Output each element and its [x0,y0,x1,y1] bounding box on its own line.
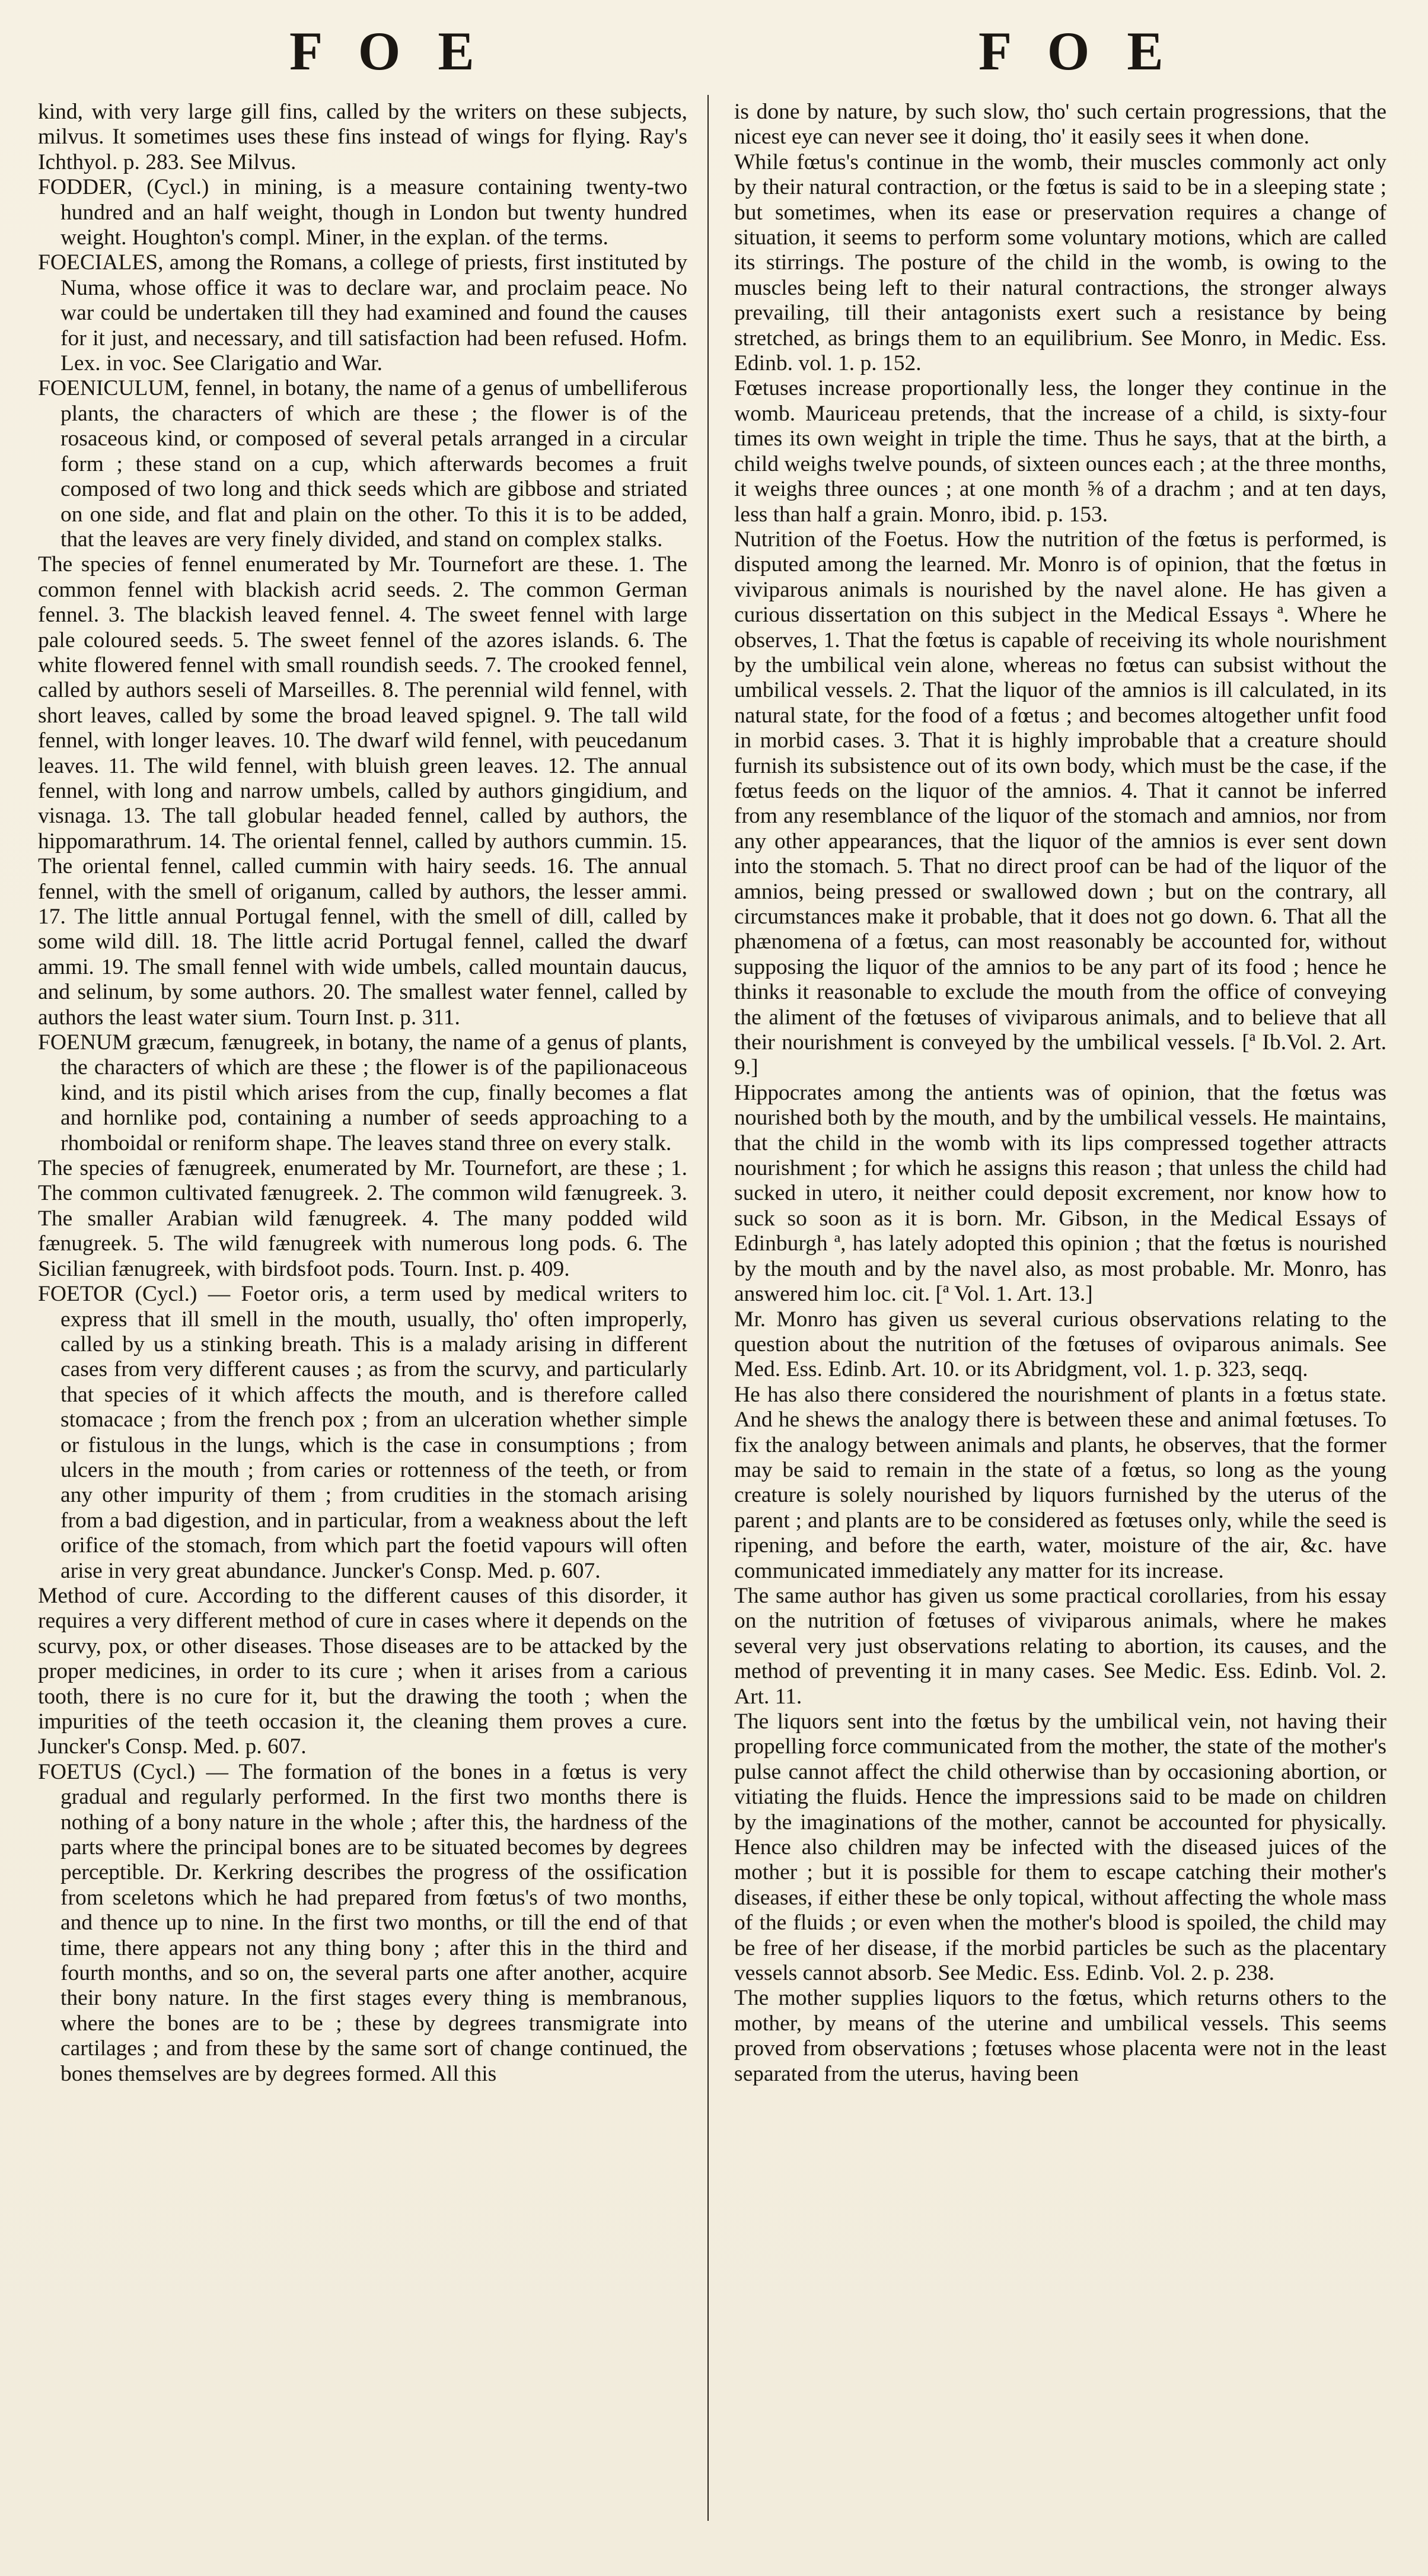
paragraph-continuation: kind, with very large gill fins, called by the writers on these subjects, milvus. It sometimes uses these fins instead of wings for flying. Ray's Ichthyol. p. 283. See Milvus. [38,100,687,174]
paragraph-fennel-species: The species of fennel enumerated by Mr. Tournefort are these. 1. The common fennel with blackish acrid seeds. 2. The common German fennel. 3. The blackish leaved fennel. 4. The sweet fennel with large pale coloured seeds. 5. The sweet fennel of the azores islands. 6. The white flowered fennel with small roundish seeds. 7. The crooked fennel, called by authors seseli of Marseilles. 8. The perennial wild fennel, with short leaves, called by some the broad leaved spignel. 9. The tall wild fennel, with longer leaves. 10. The dwarf wild fennel, with peucedanum leaves. 11. The wild fennel, with bluish green leaves. 12. The annual fennel, with long and narrow umbels, called by authors gingidium, and visnaga. 13. The tall globular headed fennel, called by authors, the hippomarathrum. 14. The oriental fennel, called by authors cummin. 15. The oriental fennel, called cummin with hairy seeds. 16. The annual fennel, with the smell of origanum, called by authors, the lesser ammi. 17. The little annual Portugal fennel, with the smell of dill, called by some wild dill. 18. The little acrid Portugal fennel, called the dwarf ammi. 19. The small fennel with wide umbels, called mountain daucus, and selinum, by some authors. 20. The smallest water fennel, called by authors the least water sium. Tourn Inst. p. 311. [38,552,687,1030]
entry-fodder: FODDER, (Cycl.) in mining, is a measure containing twenty-two hundred and an half weight, though in London but twenty hundred weight. Houghton's compl. Miner, in the explan. of the terms. [38,175,687,250]
paragraph-method-of-cure: Method of cure. According to the different causes of this disorder, it requires a very different method of cure in cases where it depends on the scurvy, pox, or other diseases. Those diseases are to be attacked by the proper medicines, in order to its cure ; when it arises from a carious tooth, there is no cure for it, but the drawing the tooth ; when the impurities of the teeth occasion it, the cleaning them proves a cure. Juncker's Consp. Med. p. 607. [38,1583,687,1759]
paragraph-fenugreek-species: The species of fænugreek, enumerated by Mr. Tournefort, are these ; 1. The common cultivated fænugreek. 2. The common wild fænugreek. 3. The smaller Arabian wild fænugreek. 4. The many podded wild fænugreek. 5. The wild fænugreek with numerous long pods. 6. The Sicilian fænugreek, with birdsfoot pods. Tourn. Inst. p. 409. [38,1156,687,1281]
paragraph-mother-supplies: The mother supplies liquors to the fœtus, which returns others to the mother, by means of the uterine and umbilical vessels. This seems proved from observations ; fœtuses whose placenta were not in the least separated from the uterus, having been [734,1986,1386,2086]
running-head-left: F O E [289,21,486,81]
column-divider [707,95,709,2521]
entry-foetus: FOETUS (Cycl.) — The formation of the bones in a fœtus is very gradual and regularly performed. In the first two months there is nothing of a bony nature in the whole ; after this, the hardness of the parts where the principal bones are to be situated becomes by degrees perceptible. Dr. Kerkring describes the progress of the ossification from sceletons which he had prepared from fœtus's of two months, and thence up to nine. In the first two months, or till the end of that time, there appears not any thing bony ; after this in the third and fourth months, and so on, the several parts one after another, acquire their bony nature. In the first stages every thing is membranous, where the bones are to be ; these by degrees transmigrate into cartilages ; and from these by the same sort of change continued, the bones themselves are by degrees formed. All this [38,1759,687,2086]
running-head-right: F O E [978,21,1175,81]
left-column [38,100,687,2087]
paragraph-umbilical-vein: The liquors sent into the fœtus by the umbilical vein, not having their propelling force communicated from the mother, the state of the mother's pulse cannot affect the child otherwise than by occasioning abortion, or vitiating the fluids. Hence the impressions said to be made on children by the imaginations of the mother, cannot be accounted for physically. Hence also children may be infected with the diseased juices of the mother ; but it is possible for them to escape catching their mother's diseases, if either these be only topical, without affecting the whole mass of the fluids ; or even when the mother's blood is spoiled, the child may be free of her disease, if the morbid particles be such as the placentary vessels cannot absorb. See Medic. Ess. Edinb. Vol. 2. p. 238. [734,1709,1386,1986]
paragraph-hippocrates: Hippocrates among the antients was of opinion, that the fœtus was nourished both by the mouth, and by the umbilical vessels. He maintains, that the child in the womb with its lips compressed together attracts nourishment ; for which he assigns this reason ; that unless the child had sucked in utero, it neither could deposit excrement, nor know how to suck so soon as it is born. Mr. Gibson, in the Medical Essays of Edinburgh ª, has lately adopted this opinion ; that the fœtus is nourished by the mouth and by the navel also, as most probable. Mr. Monro, has answered him loc. cit. [ª Vol. 1. Art. 13.] [734,1080,1386,1307]
paragraph-oviparous: Mr. Monro has given us several curious observations relating to the question about the nutrition of the fœtuses of oviparous animals. See Med. Ess. Edinb. Art. 10. or its Abridgment, vol. 1. p. 323, seqq. [734,1307,1386,1382]
paragraph-plants: He has also there considered the nourishment of plants in a fœtus state. And he shews the analogy there is between these and animal fœtuses. To fix the analogy between animals and plants, he observes, that the former may be said to remain in the state of a fœtus, so long as the young creature is solely nourished by liquors furnished by the uterus of the parent ; and plants are to be considered as fœtuses only, while the seed is ripening, and before the earth, water, moisture of the air, &c. have communicated immediately any matter for its increase. [734,1382,1386,1583]
entry-foeciales: FOECIALES, among the Romans, a college of priests, first instituted by Numa, whose office it was to declare war, and proclaim peace. No war could be undertaken till they had examined and found the causes for it just, and necessary, and till satisfaction had been refused. Hofm. Lex. in voc. See Clarigatio and War. [38,250,687,376]
paragraph-corollaries: The same author has given us some practical corollaries, from his essay on the nutrition of fœtuses of viviparous animals, where he makes several very just observations relating to abortion, its causes, and the method of preventing it in many cases. See Medic. Ess. Edinb. Vol. 2. Art. 11. [734,1583,1386,1709]
paragraph-continuation: is done by nature, by such slow, tho' such certain progressions, that the nicest eye can never see it doing, tho' it easily sees it when done. [734,100,1386,149]
entry-foenum-graecum: FOENUM græcum, fænugreek, in botany, the name of a genus of plants, the characters of which are these ; the flower is of the papilionaceous kind, and its pistil which arises from the cup, finally becomes a flat and hornlike pod, containing a number of seeds approaching to a rhomboidal or reniform shape. The leaves stand three on every stalk. [38,1030,687,1155]
entry-foetor: FOETOR (Cycl.) — Foetor oris, a term used by medical writers to express that ill smell in the mouth, usually, tho' often improperly, called by us a stinking breath. This is a malady arising in different cases from very different causes ; as from the scurvy, and particularly that species of it which affects the mouth, and is therefore called stomacace ; from the french pox ; from an ulceration whether simple or fistulous in the lungs, which is the case in consumptions ; from ulcers in the mouth ; from caries or rottenness of the teeth, or from any other impurity of them ; from crudities in the stomach arising from a bad digestion, and in particular, from a weakness about the left orifice of the stomach, from which part the foetid vapours will often arise in very great abundance. Juncker's Consp. Med. p. 607. [38,1282,687,1583]
right-column [734,100,1386,2087]
entry-foeniculum: FOENICULUM, fennel, in botany, the name of a genus of umbelliferous plants, the characters of which are these ; the flower is of the rosaceous kind, or composed of several petals arranged in a circular form ; these stand on a cup, which afterwards becomes a fruit composed of two long and thick seeds which are gibbose and striated on one side, and flat and plain on the other. To this it is to be added, that the leaves are very finely divided, and stand on complex stalks. [38,376,687,552]
paragraph-nutrition-of-foetus: Nutrition of the Foetus. How the nutrition of the fœtus is performed, is disputed among the learned. Mr. Monro is of opinion, that the fœtus in viviparous animals is nourished by the navel alone. He has given a curious dissertation on this subject in the Medical Essays ª. Where he observes, 1. That the fœtus is capable of receiving its whole nourishment by the umbilical vein alone, whereas no fœtus can subsist without the umbilical vessels. 2. That the liquor of the amnios is ill calculated, in its natural state, for the food of a fœtus ; and becomes altogether unfit food in morbid cases. 3. That it is highly improbable that a creature should furnish its subsistence out of its own body, which must be the case, if the fœtus feeds on the liquor of the amnios. 4. That it cannot be inferred from any resemblance of the liquor of the stomach and amnios, nor from any other appearances, that the liquor of the amnios is ever sent down into the stomach. 5. That no direct proof can be had of the liquor of the amnios, being pressed or swallowed down ; but on the contrary, all circumstances make it probable, that it does not go down. 6. That all the phænomena of a fœtus, can most reasonably be accounted for, without supposing the liquor of the amnios to be any part of its food ; hence he thinks it reasonable to exclude the mouth from the office of conveying the aliment of the fœtuses of viviparous animals, and to believe that all their nourishment is conveyed by the umbilical vessels. [ª Ib.Vol. 2. Art. 9.] [734,527,1386,1080]
paragraph-foetus-increase: Fœtuses increase proportionally less, the longer they continue in the womb. Mauriceau pretends, that the increase of a child, is sixty-four times its own weight in triple the time. Thus he says, that at the birth, a child weighs twelve pounds, of sixteen ounces each ; at the three months, it weighs three ounces ; at one month ⅝ of a drachm ; and at ten days, less than half a grain. Monro, ibid. p. 153. [734,376,1386,527]
paragraph-foetus-muscles: While fœtus's continue in the womb, their muscles commonly act only by their natural contraction, or the fœtus is said to be in a sleeping state ; but sometimes, when its ease or preservation requires a change of situation, it seems to perform some voluntary motions, which are called its stirrings. The posture of the child in the womb, is owing to the muscles being left to their natural contractions, the stronger always prevailing, till their antagonists exert such a resistance by being stretched, as brings them to an equilibrium. See Monro, in Medic. Ess. Edinb. vol. 1. p. 152. [734,149,1386,376]
